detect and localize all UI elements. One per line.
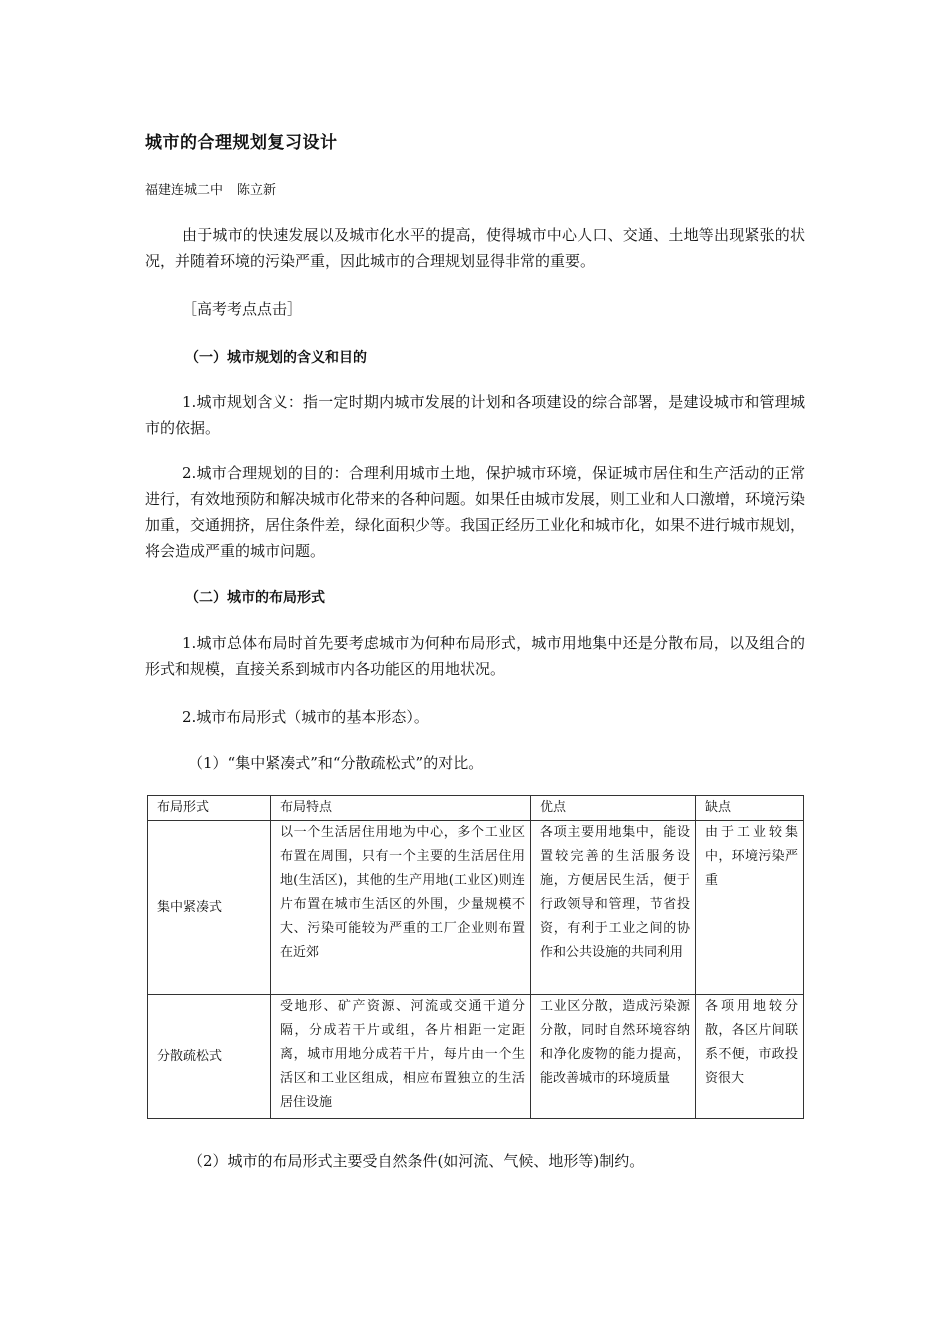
- table-row: [148, 821, 804, 995]
- row-features: 受地形、矿产资源、河流或交通干道分隔，分成若干片或组，各片相距一定距离，城市用地分成若干片，每片由一个生活区和工业区组成，相应布置独立的生活居住设施: [271, 995, 531, 1119]
- row-layout-name: 分散疏松式: [148, 995, 271, 1119]
- table-header-cell: 缺点: [696, 796, 804, 821]
- author-name: 陈立新: [237, 183, 277, 198]
- section-label: ［高考考点点击］: [182, 300, 303, 318]
- row-layout-name: 集中紧凑式: [148, 821, 271, 995]
- document-title: 城市的合理规划复习设计: [145, 133, 338, 153]
- row-features: 以一个生活居住用地为中心，多个工业区布置在周围，只有一个主要的生活居住用地(生活区)，其他的生产用地(工业区)则连片布置在城市生活区的外围，少量规模不大、污染可能较为严重的工厂企业则布置在近郊: [271, 821, 531, 995]
- table-row: [148, 995, 804, 1119]
- row-pros: 工业区分散，造成污染源分散，同时自然环境容纳和净化废物的能力提高，能改善城市的环境质量: [531, 995, 696, 1119]
- part2-paragraph-1: 1.城市总体布局时首先要考虑城市为何种布局形式，城市用地集中还是分散布局，以及组合的形式和规模，直接关系到城市内各功能区的用地状况。: [145, 634, 805, 678]
- table-header-cell: 优点: [531, 796, 696, 821]
- part1-paragraph-2: 2.城市合理规划的目的：合理利用城市土地，保护城市环境，保证城市居住和生产活动的正常进行，有效地预防和解决城市化带来的各种问题。如果任由城市发展，则工业和人口激增，环境污染加重，交通拥挤，居住条件差，绿化面积少等。我国正经历工业化和城市化，如果不进行城市规划，将会造成严重的城市问题。: [145, 464, 806, 560]
- part2-paragraph-2: 2.城市布局形式（城市的基本形态）。: [182, 708, 429, 726]
- row-cons: 各项用地较分散，各区片间联系不便，市政投资很大: [696, 995, 804, 1119]
- author-school: 福建连城二中: [145, 183, 224, 198]
- part1-paragraph-1: 1.城市规划含义：指一定时期内城市发展的计划和各项建设的综合部署，是建设城市和管理城市的依据。: [145, 393, 805, 437]
- table-header-row: [148, 796, 804, 821]
- author-line: [145, 179, 276, 198]
- part2-heading: （二）城市的布局形式: [185, 590, 325, 606]
- layout-comparison-table: [147, 795, 804, 1119]
- intro-paragraph: 由于城市的快速发展以及城市化水平的提高，使得城市中心人口、交通、土地等出现紧张的状况，并随着环境的污染严重，因此城市的合理规划显得非常的重要。: [145, 226, 805, 270]
- part2-paragraph-3: （1）“集中紧凑式”和“分散疏松式”的对比。: [188, 754, 484, 772]
- table-header-cell: 布局形式: [148, 796, 271, 821]
- row-pros: 各项主要用地集中，能设置较完善的生活服务设施，方便居民生活，便于行政领导和管理，节省投资，有利于工业之间的协作和公共设施的共同利用: [531, 821, 696, 995]
- row-cons: 由于工业较集中，环境污染严重: [696, 821, 804, 995]
- table-header-cell: 布局特点: [271, 796, 531, 821]
- part1-heading: （一）城市规划的含义和目的: [185, 350, 367, 366]
- part2-paragraph-4: （2）城市的布局形式主要受自然条件(如河流、气候、地形等)制约。: [188, 1152, 645, 1170]
